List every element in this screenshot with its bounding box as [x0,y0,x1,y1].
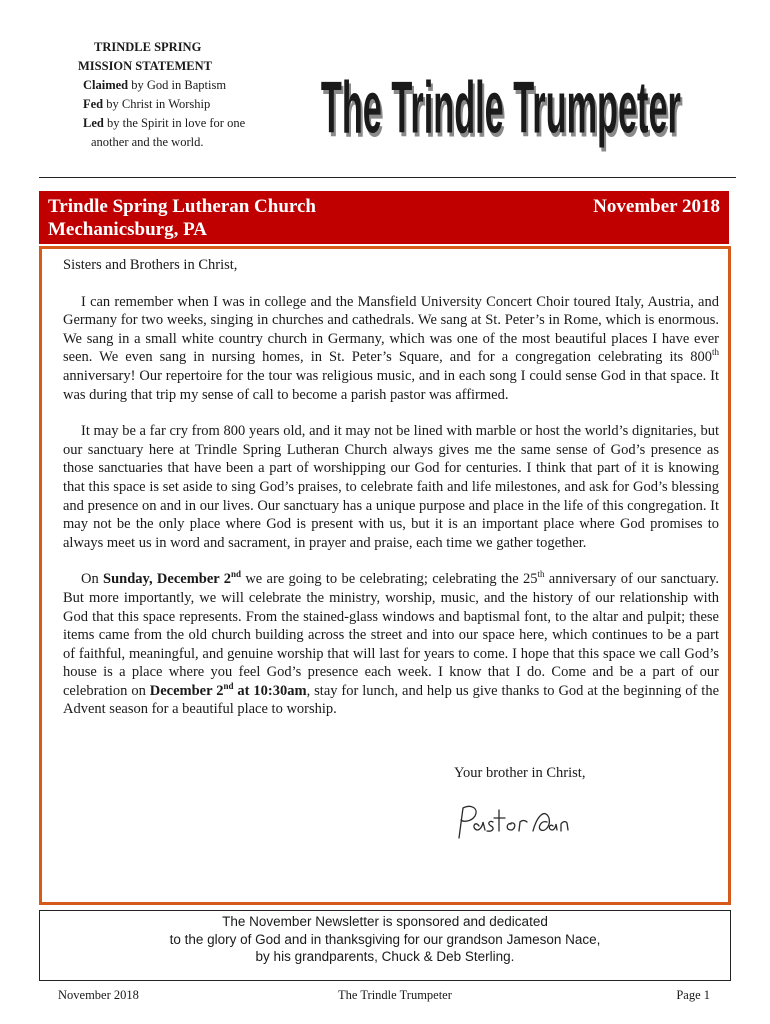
footer-date: November 2018 [58,988,139,1002]
letter-closing: Your brother in Christ, [454,765,586,781]
pastor-signature [449,800,579,844]
pastor-letter [63,256,719,737]
mission-heading: TRINDLE SPRING [94,40,202,54]
mission-subheading: MISSION STATEMENT [78,59,212,73]
issue-date: November 2018 [593,196,720,217]
masthead-title-shadow: The Trindle Trumpeter [322,70,683,153]
masthead-title: The Trindle Trumpeter [320,66,681,149]
footer-title: The Trindle Trumpeter [338,988,452,1002]
salutation: Sisters and Brothers in Christ, [63,257,238,273]
mission-line-fed: Fed by Christ in Worship [83,97,211,111]
footer-page-number: Page 1 [676,988,710,1002]
letter-paragraph-1: I can remember when I was in college and the Mansfield University Concert Choir toured Italy, Austria, and Germany for two weeks, singing in churches and cathedrals. We sang at St. Peter’s in Rome, which is enormous. We sang in a small white country church in Germany, which was one of the most beautiful places I have ever seen. We even sang in nursing homes, in St. Peter’s Square, and for a congregation celebrating its 800th anniversary! Our repertoire for the tour was religious music, and in each song I could sense God in that space. It was during that trip my sense of call to become a parish pastor was affirmed. [63,293,719,403]
sponsor-dedication [39,910,731,981]
church-location: Mechanicsburg, PA [48,219,208,240]
mission-statement [78,38,278,152]
church-banner [39,191,729,244]
mission-line-claimed: Claimed by God in Baptism [83,78,227,92]
letter-paragraph-3: On Sunday, December 2nd we are going to be celebrating; celebrating the 25th anniversary of our sanctuary. But more importantly, we will celebrate the ministry, worship, music, and the history of our relationship with God that this space represents. From the stained-glass windows and baptismal font, to the altar and pulpit; these items came from the old church building across the street and into our space here, which continues to be a part of faithful, meaningful, and genuine worship that will last for years to come. I hope that this space we call God’s house is a place where you feel God’s presence each week. I know that I do. Come and be a part of our celebration on December 2nd at 10:30am, stay for lunch, and help us give thanks to God at the beginning of the Advent season for a beautiful place to worship. [63,569,720,718]
church-name: Trindle Spring Lutheran Church [48,196,316,217]
letter-paragraph-2: It may be a far cry from 800 years old, and it may not be lined with marble or host the world’s dignitaries, but our sanctuary here at Trindle Spring Lutheran Church always gives me the same sense of God’s presence as those sanctuaries that have been a part of worshipping our God for centuries. I think that part of it is knowing that this space is set aside to sing God’s praises, to celebrate faith and life milestones, and ask for God’s blessing and presence on and in our lives. Our sanctuary has a unique purpose and place in the life of this congregation. It may not be the only place where God is present with us, but it is an important place where God promises to always meet us in word and sacrament, in prayer and praise, each time we gather together. [63,423,719,551]
mission-line-led: Led by the Spirit in love for one [83,116,246,130]
masthead-logo [318,50,698,155]
sponsor-line-2: to the glory of God and in thanksgiving for our grandson Jameson Nace, [169,931,601,947]
mission-line-continued: another and the world. [91,135,204,149]
sponsor-line-1: The November Newsletter is sponsored and dedicated [222,914,548,929]
sponsor-line-3: by his grandparents, Chuck & Deb Sterling. [255,949,515,964]
header-divider [39,177,736,178]
